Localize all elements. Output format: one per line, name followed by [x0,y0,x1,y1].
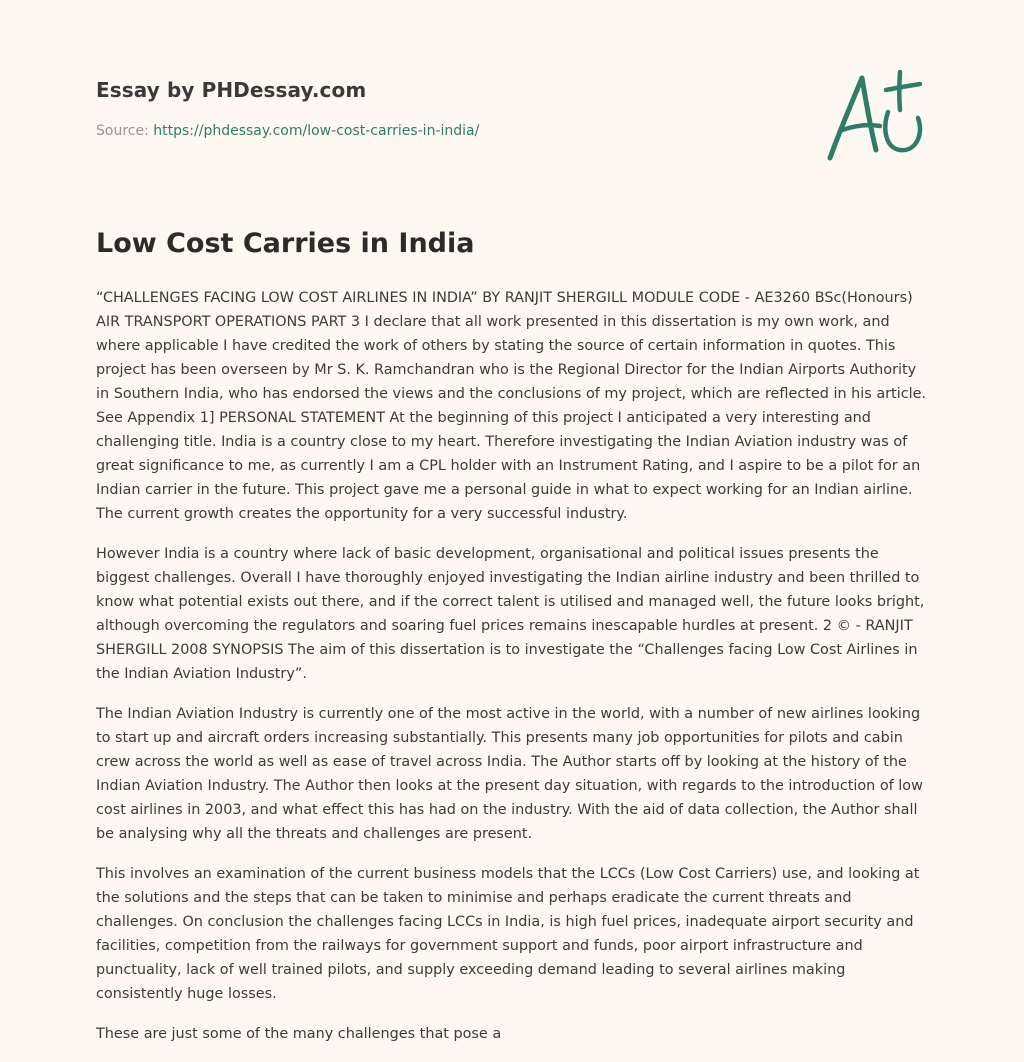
source-line [96,123,479,139]
source-link[interactable]: https://phdessay.com/low-cost-carries-in-india/ [153,123,480,139]
paragraph: This involves an examination of the current business models that the LCCs (Low Cost Carriers) use, and looking at the solutions and the steps that can be taken to minimise and perhaps eradicate the current threats and challenges. On conclusion the challenges facing LCCs in India, is high fuel prices, inadequate airport security and facilities, competition from the railways for government support and funds, poor airport infrastructure and punctuality, lack of well trained pilots, and supply exceeding demand leading to several airlines making consistently huge losses. [96,866,920,1002]
paragraph: “CHALLENGES FACING LOW COST AIRLINES IN INDIA” BY RANJIT SHERGILL MODULE CODE - AE3260 BSc(Honours) AIR TRANSPORT OPERATIONS PART 3 I declare that all work presented in this dissertation is my own work, and where applicable I have credited the work of others by stating the source of certain information in quotes. This project has been overseen by Mr S. K. Ramchandran who is the Regional Director for the Indian Airports Authority in Southern India, who has endorsed the views and the conclusions of my project, which are reflected in his article. See Appendix 1] PERSONAL STATEMENT At the beginning of this project I anticipated a very interesting and challenging title. India is a country close to my heart. Therefore investigating the Indian Aviation industry was of great significance to me, as currently I am a CPL holder with an Instrument Rating, and I aspire to be a pilot for an Indian carrier in the future. This project gave me a personal guide in what to expect working for an Indian airline. The current growth creates the opportunity for a very successful industry. [96,290,927,522]
site-brand: Essay by PHDessay.com [96,78,367,102]
a-plus-logo-icon [822,68,926,164]
paragraph: These are just some of the many challenges that pose a [96,1026,502,1042]
source-label: Source: [96,123,154,139]
essay-body [96,286,932,1062]
essay-header [96,70,796,139]
essay-title: Low Cost Carries in India [96,228,475,259]
paragraph: However India is a country where lack of basic development, organisational and political issues presents the biggest challenges. Overall I have thoroughly enjoyed investigating the Indian airline industry and been thrilled to know what potential exists out there, and if the correct talent is utilised and managed well, the future looks bright, although overcoming the regulators and soaring fuel prices remains inescapable hurdles at present. 2 © - RANJIT SHERGILL 2008 SYNOPSIS The aim of this dissertation is to investigate the “Challenges facing Low Cost Airlines in the Indian Aviation Industry”. [96,546,925,682]
paragraph: The Indian Aviation Industry is currently one of the most active in the world, with a number of new airlines looking to start up and aircraft orders increasing substantially. This presents many job opportunities for pilots and cabin crew across the world as well as ease of travel across India. The Author starts off by looking at the history of the Indian Aviation Industry. The Author then looks at the present day situation, with regards to the introduction of low cost airlines in 2003, and what effect this has had on the industry. With the aid of data collection, the Author shall be analysing why all the threats and challenges are present. [96,706,923,842]
